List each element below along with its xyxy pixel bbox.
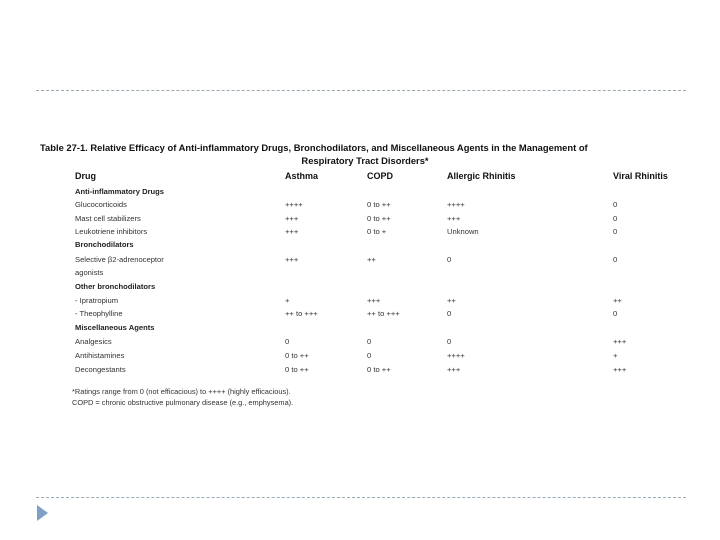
cell-drug: agonists <box>75 268 104 277</box>
cell-copd: +++ <box>367 296 381 305</box>
cell-viral-rhinitis: 0 <box>613 227 618 236</box>
category-label: Anti-inflammatory Drugs <box>75 187 165 196</box>
cell-drug: - Theophylline <box>75 309 123 318</box>
cell-drug: Leukotriene inhibitors <box>75 227 148 236</box>
table-category-row <box>0 323 720 336</box>
table-row <box>0 214 720 227</box>
cell-copd: 0 to ++ <box>367 200 391 209</box>
top-dashed-divider <box>36 90 686 91</box>
footnote-ratings: *Ratings range from 0 (not efficacious) to ++++ (highly efficacious). <box>72 387 291 396</box>
cell-viral-rhinitis: +++ <box>613 365 627 374</box>
bottom-dashed-divider <box>36 497 686 498</box>
table-title <box>40 141 690 167</box>
cell-allergic-rhinitis: +++ <box>447 214 461 223</box>
footnote-copd: COPD = chronic obstructive pulmonary disease (e.g., emphysema). <box>72 398 294 407</box>
cell-allergic-rhinitis: ++++ <box>447 200 465 209</box>
table-row <box>0 200 720 213</box>
table-title-line-1: Table 27-1. Relative Efficacy of Anti-inflammatory Drugs, Bronchodilators, and Miscellaneous Agents in the Management of <box>40 142 588 153</box>
cell-allergic-rhinitis: 0 <box>447 309 452 318</box>
cell-asthma: ++++ <box>285 200 303 209</box>
cell-copd: 0 to ++ <box>367 214 391 223</box>
cell-drug: Selective β2-adrenoceptor <box>75 255 164 264</box>
table-row <box>0 309 720 322</box>
category-label: Miscellaneous Agents <box>75 323 155 332</box>
header-drug: Drug <box>75 171 96 181</box>
cell-asthma: + <box>285 296 290 305</box>
cell-drug: - Ipratropium <box>75 296 119 305</box>
header-copd: COPD <box>367 171 394 181</box>
cell-allergic-rhinitis: Unknown <box>447 227 479 236</box>
cell-drug: Antihistamines <box>75 351 125 360</box>
table-title-line-2: Respiratory Tract Disorders* <box>301 155 429 166</box>
table-category-row <box>0 240 720 253</box>
cell-viral-rhinitis: + <box>613 351 618 360</box>
header-asthma: Asthma <box>285 171 319 181</box>
header-viral-rhinitis: Viral Rhinitis <box>613 171 668 181</box>
cell-viral-rhinitis: 0 <box>613 309 618 318</box>
cell-asthma: +++ <box>285 255 299 264</box>
cell-allergic-rhinitis: 0 <box>447 337 452 346</box>
cell-copd: 0 to + <box>367 227 387 236</box>
cell-allergic-rhinitis: ++ <box>447 296 456 305</box>
cell-asthma: +++ <box>285 227 299 236</box>
table-row <box>0 337 720 350</box>
cell-viral-rhinitis: 0 <box>613 214 618 223</box>
cell-asthma: 0 to ++ <box>285 365 309 374</box>
category-label: Bronchodilators <box>75 240 134 249</box>
table-row <box>0 351 720 364</box>
cell-copd: 0 to ++ <box>367 365 391 374</box>
cell-drug: Decongestants <box>75 365 126 374</box>
slide-bullet-triangle-icon <box>37 505 48 521</box>
table-row <box>0 268 720 281</box>
cell-viral-rhinitis: 0 <box>613 255 618 264</box>
cell-viral-rhinitis: 0 <box>613 200 618 209</box>
cell-drug: Mast cell stabilizers <box>75 214 141 223</box>
cell-allergic-rhinitis: +++ <box>447 365 461 374</box>
header-allergic-rhinitis: Allergic Rhinitis <box>447 171 516 181</box>
cell-allergic-rhinitis: ++++ <box>447 351 465 360</box>
cell-asthma: ++ to +++ <box>285 309 318 318</box>
cell-copd: 0 <box>367 351 372 360</box>
cell-asthma: 0 <box>285 337 290 346</box>
table-row <box>0 227 720 240</box>
table-header-row <box>0 171 720 184</box>
category-label: Other bronchodilators <box>75 282 156 291</box>
cell-drug: Analgesics <box>75 337 112 346</box>
table-row <box>0 365 720 378</box>
table-category-row <box>0 282 720 295</box>
cell-drug: Glucocorticoids <box>75 200 127 209</box>
table-row <box>0 296 720 309</box>
table-row <box>0 255 720 268</box>
table-category-row <box>0 187 720 200</box>
cell-copd: ++ to +++ <box>367 309 400 318</box>
cell-asthma: 0 to ++ <box>285 351 309 360</box>
cell-allergic-rhinitis: 0 <box>447 255 452 264</box>
cell-viral-rhinitis: +++ <box>613 337 627 346</box>
cell-copd: 0 <box>367 337 372 346</box>
cell-copd: ++ <box>367 255 376 264</box>
cell-asthma: +++ <box>285 214 299 223</box>
cell-viral-rhinitis: ++ <box>613 296 622 305</box>
